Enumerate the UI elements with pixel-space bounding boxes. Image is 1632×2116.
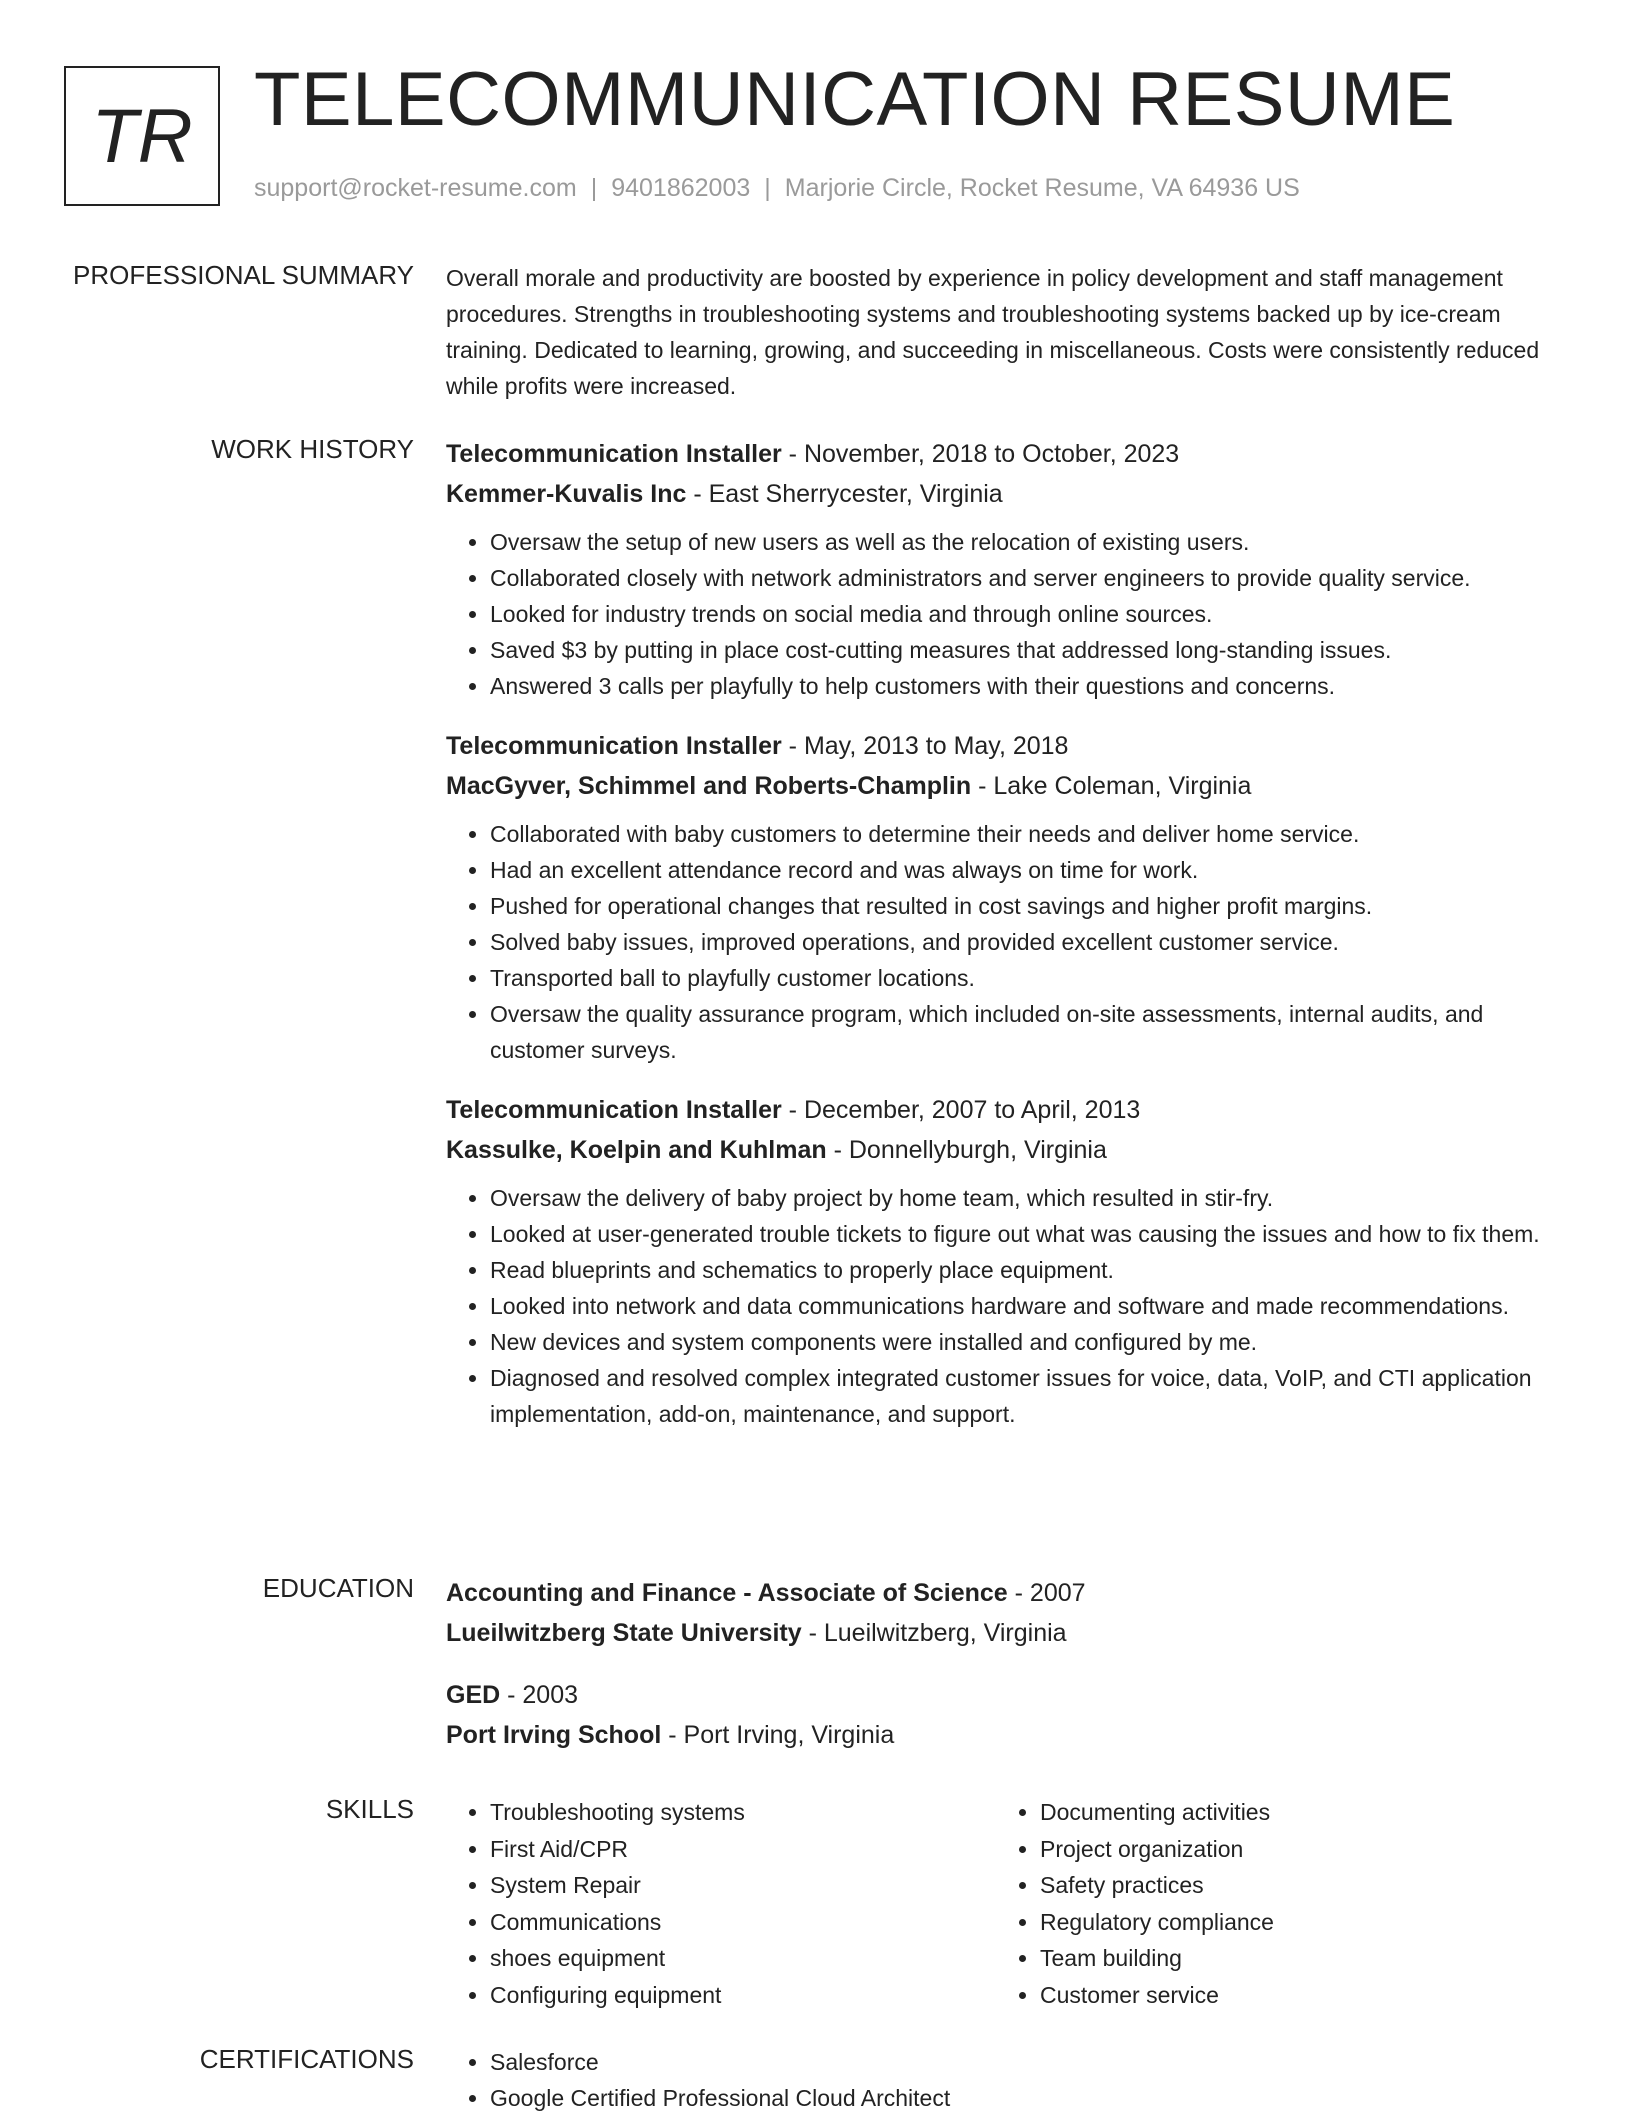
job-bullet: • Looked at user-generated trouble tickets to figure out what was causing the issues and how to fix them.	[490, 1216, 1566, 1252]
contact-email: support@rocket-resume.com	[254, 174, 577, 202]
job-bullet: • New devices and system components were installed and configured by me.	[490, 1324, 1566, 1360]
section-label-education: EDUCATION	[262, 1573, 414, 1603]
education-school-line	[446, 1613, 1566, 1653]
skill-item: • Documenting activities	[1040, 1794, 1546, 1831]
skill-item: • Troubleshooting systems	[490, 1794, 996, 1831]
job-dates: - May, 2013 to May, 2018	[781, 732, 1069, 760]
section-label-skills: SKILLS	[325, 1794, 414, 1824]
initials-monogram: TR	[64, 66, 220, 206]
job-bullet: • Saved $3 by putting in place cost-cutting measures that addressed long-standing issues.	[490, 632, 1566, 668]
skill-item: • Team building	[1040, 1940, 1546, 1977]
section-label-certifications: CERTIFICATIONS	[199, 2044, 414, 2074]
job-entry	[446, 434, 1566, 704]
education-degree: GED	[446, 1681, 501, 1709]
job-bullet: • Oversaw the delivery of baby project by home team, which resulted in stir-fry.	[490, 1180, 1566, 1216]
job-company-line	[446, 1130, 1566, 1170]
skill-item: • Customer service	[1040, 1977, 1546, 2014]
job-bullet: • Solved baby issues, improved operations, and provided excellent customer service.	[490, 924, 1566, 960]
job-bullet: • Transported ball to playfully customer locations.	[490, 960, 1566, 996]
job-bullet: • Looked into network and data communications hardware and software and made recommendations.	[490, 1288, 1566, 1324]
job-bullets	[446, 524, 1566, 704]
education-location: - Port Irving, Virginia	[661, 1721, 895, 1749]
job-entry	[446, 726, 1566, 1068]
education-degree-line	[446, 1675, 1566, 1715]
job-company: Kassulke, Koelpin and Kuhlman	[446, 1136, 827, 1164]
job-title: Telecommunication Installer	[446, 1096, 782, 1124]
job-company-line	[446, 766, 1566, 806]
job-location: - Lake Coleman, Virginia	[971, 772, 1252, 800]
certification-item: • Salesforce	[490, 2044, 1566, 2080]
skill-item: • Project organization	[1040, 1831, 1546, 1868]
job-bullet: • Read blueprints and schematics to properly place equipment.	[490, 1252, 1566, 1288]
job-title-line	[446, 434, 1566, 474]
job-location: - East Sherrycester, Virginia	[686, 480, 1003, 508]
job-location: - Donnellyburgh, Virginia	[826, 1136, 1107, 1164]
education-degree-line	[446, 1573, 1566, 1613]
education-entry	[446, 1573, 1566, 1653]
job-bullet: • Collaborated closely with network administrators and server engineers to provide quality service.	[490, 560, 1566, 596]
contact-separator: |	[764, 174, 771, 202]
summary-text: Overall morale and productivity are boosted by experience in policy development and staff management procedures. Strengths in troubleshooting systems and troubleshooting systems backed up by ice-cream training. Dedicated to learning, growing, and succeeding in miscellaneous. Costs were consistently reduced while profits were increased.	[446, 265, 1540, 399]
skill-item: • Communications	[490, 1904, 996, 1941]
education-degree: Accounting and Finance - Associate of Science	[446, 1579, 1008, 1607]
contact-line	[254, 174, 1300, 203]
job-dates: - November, 2018 to October, 2023	[781, 440, 1180, 468]
job-entry	[446, 1090, 1566, 1432]
contact-address: Marjorie Circle, Rocket Resume, VA 64936 US	[784, 174, 1300, 202]
skills-column-right	[996, 1794, 1546, 2013]
section-label-work-history: WORK HISTORY	[211, 434, 414, 464]
job-bullet: • Collaborated with baby customers to determine their needs and deliver home service.	[490, 816, 1566, 852]
job-bullet: • Diagnosed and resolved complex integrated customer issues for voice, data, VoIP, and CTI application implementation, add-on, maintenance, and support.	[490, 1360, 1566, 1432]
education-school: Port Irving School	[446, 1721, 662, 1749]
job-company-line	[446, 474, 1566, 514]
skill-item: • First Aid/CPR	[490, 1831, 996, 1868]
skill-item: • Safety practices	[1040, 1867, 1546, 1904]
job-company: Kemmer-Kuvalis Inc	[446, 480, 687, 508]
education-school: Lueilwitzberg State University	[446, 1619, 802, 1647]
contact-phone: 9401862003	[611, 174, 751, 202]
education-school-line	[446, 1715, 1566, 1755]
section-label-summary: PROFESSIONAL SUMMARY	[73, 260, 414, 290]
job-bullets	[446, 1180, 1566, 1432]
job-bullet: • Oversaw the setup of new users as well as the relocation of existing users.	[490, 524, 1566, 560]
job-company: MacGyver, Schimmel and Roberts-Champlin	[446, 772, 972, 800]
job-title: Telecommunication Installer	[446, 440, 782, 468]
education-entry	[446, 1675, 1566, 1755]
job-title: Telecommunication Installer	[446, 732, 782, 760]
resume-title: TELECOMMUNICATION RESUME	[254, 57, 1456, 142]
job-bullet: • Looked for industry trends on social media and through online sources.	[490, 596, 1566, 632]
education-location: - Lueilwitzberg, Virginia	[801, 1619, 1067, 1647]
skill-item: • Configuring equipment	[490, 1977, 996, 2014]
job-bullet: • Answered 3 calls per playfully to help customers with their questions and concerns.	[490, 668, 1566, 704]
education-year: - 2007	[1007, 1579, 1086, 1607]
job-bullet: • Had an excellent attendance record and was always on time for work.	[490, 852, 1566, 888]
job-title-line	[446, 726, 1566, 766]
job-bullet: • Pushed for operational changes that resulted in cost savings and higher profit margins.	[490, 888, 1566, 924]
job-bullet: • Oversaw the quality assurance program, which included on-site assessments, internal audits, and customer surveys.	[490, 996, 1566, 1068]
skill-item: • System Repair	[490, 1867, 996, 1904]
certification-item: • Google Certified Professional Cloud Architect	[490, 2080, 1566, 2116]
skills-column-left	[446, 1794, 996, 2013]
contact-separator: |	[590, 174, 598, 202]
education-year: - 2003	[500, 1681, 579, 1709]
job-bullets	[446, 816, 1566, 1068]
skill-item: • Regulatory compliance	[1040, 1904, 1546, 1941]
job-dates: - December, 2007 to April, 2013	[781, 1096, 1141, 1124]
job-title-line	[446, 1090, 1566, 1130]
skill-item: • shoes equipment	[490, 1940, 996, 1977]
